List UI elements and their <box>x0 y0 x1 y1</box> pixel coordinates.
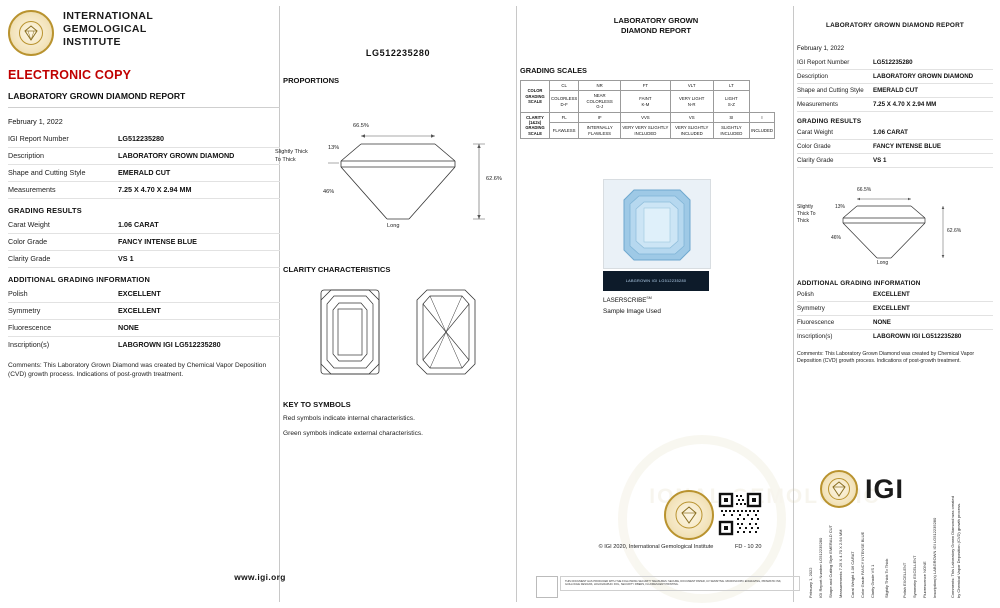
clarity-code-1: IF <box>579 112 621 123</box>
laserscribe-inscription-text: LABGROWN IGI LG512235280 <box>625 279 687 284</box>
right-row-description <box>797 70 993 84</box>
right-label-clarity: Clarity Grade <box>797 156 834 164</box>
center-header-line1: LABORATORY GROWN <box>613 16 699 25</box>
color-code-4: LT <box>713 81 749 91</box>
mini-line-5: Color Grade FANCY INTENSE BLUE <box>860 531 865 598</box>
right-crown-angle: 13% <box>835 204 846 210</box>
center-header-line2: DIAMOND REPORT <box>620 26 692 35</box>
right-label-carat: Carat Weight <box>797 128 833 136</box>
right-proportions-svg <box>797 178 993 274</box>
right-value-description: LABORATORY GROWN DIAMOND <box>873 72 974 80</box>
label-color-grade: Color Grade <box>8 237 48 246</box>
color-sub-0: D-F <box>560 101 568 107</box>
mini-line-8: Polish EXCELLENT <box>902 562 907 598</box>
label-measurements: Measurements <box>8 185 56 194</box>
right-label-color: Color Grade <box>797 142 831 150</box>
right-comments-text: Comments: This Laboratory Grown Diamond was created by Chemical Vapor Deposition (CVD) growth process. Indications of post-growth treatment. <box>797 351 975 364</box>
value-report-number: LG512235280 <box>118 134 164 143</box>
clarity-code-4: SI <box>713 112 749 123</box>
value-description: LABORATORY GROWN DIAMOND <box>118 151 235 160</box>
row-clarity-grade <box>8 251 280 268</box>
value-carat-weight: 1.06 CARAT <box>118 220 159 229</box>
right-pavilion-angle: 46% <box>831 235 842 241</box>
clarity-plot-diagrams <box>283 282 513 382</box>
copyright-text: © IGI 2020, International Gemological Institute <box>598 544 714 550</box>
grading-results-heading: GRADING RESULTS <box>8 206 82 215</box>
right-label-inscription: Inscription(s) <box>797 332 833 340</box>
right-label-report-number: IGI Report Number <box>797 58 850 66</box>
laserscribe-caption <box>603 296 709 304</box>
igi-logo-seal-icon <box>820 470 858 508</box>
igi-seal-large-icon <box>664 490 714 540</box>
row-color-grade <box>8 234 280 251</box>
color-header-3: VERY LIGHT <box>679 96 705 102</box>
value-measurements: 7.25 X 4.70 X 2.94 MM <box>118 185 192 194</box>
qr-code-icon[interactable] <box>718 492 762 536</box>
right-row-color <box>797 140 993 154</box>
right-row-fluorescence <box>797 316 993 330</box>
mini-line-9: Symmetry EXCELLENT <box>912 555 917 598</box>
color-sub-3: N-R <box>687 101 696 107</box>
right-row-measurements <box>797 98 993 112</box>
right-value-inscription: LABGROWN IGI LG512235280 <box>873 332 962 340</box>
label-polish: Polish <box>8 289 28 298</box>
right-date: February 1, 2022 <box>797 45 845 52</box>
laserscribe-caption-text: LASERSCRIBE <box>603 297 647 305</box>
right-grading-rows <box>797 126 993 168</box>
crown-angle-label: 13% <box>328 145 340 151</box>
color-code-0: CL <box>550 81 579 91</box>
right-value-fluorescence: NONE <box>873 318 891 326</box>
value-shape: EMERALD CUT <box>118 168 171 177</box>
report-date: February 1, 2022 <box>8 117 63 126</box>
value-polish: EXCELLENT <box>118 289 161 298</box>
clarity-code-2: VVS <box>621 112 671 123</box>
mini-line-12: Comments: This Laboratory Grown Diamond was created by Chemical Vapor Deposition (CVD) growth process. <box>950 496 961 598</box>
value-inscription: LABGROWN IGI LG512235280 <box>118 340 221 349</box>
title-divider <box>8 107 280 108</box>
right-value-clarity: VS 1 <box>873 156 887 164</box>
girdle-label-line1: Slightly Thick <box>275 149 308 155</box>
right-row-shape <box>797 84 993 98</box>
label-fluorescence: Fluorescence <box>8 323 52 332</box>
right-row-symmetry <box>797 302 993 316</box>
security-seal-box <box>536 576 558 598</box>
long-label: Long <box>387 223 400 229</box>
right-identification-rows <box>797 56 993 112</box>
scale-row-clarity-codes <box>521 112 775 123</box>
right-value-measurements: 7.25 X 4.70 X 2.94 MM <box>873 100 937 108</box>
form-code: FD - 10 20 <box>735 544 762 550</box>
color-code-1: NR <box>579 81 621 91</box>
org-name-line3: INSTITUTE <box>63 36 121 48</box>
igi-logo-text: IGI <box>865 473 905 504</box>
label-report-number: IGI Report Number <box>8 134 69 143</box>
right-row-inscription <box>797 330 993 343</box>
right-additional-heading: ADDITIONAL GRADING INFORMATION <box>797 280 921 287</box>
row-report-number <box>8 131 280 148</box>
scale-row-clarity-names <box>521 123 775 139</box>
right-table-percent: 66.5% <box>857 187 872 193</box>
sample-image-note: Sample Image Used <box>603 308 661 316</box>
clarity-name-4: SLIGHTLY INCLUDED <box>713 123 749 139</box>
color-name-3 <box>670 91 713 112</box>
right-row-polish <box>797 288 993 302</box>
right-row-carat <box>797 126 993 140</box>
color-header-0: COLORLESS <box>551 96 578 102</box>
right-value-carat: 1.06 CARAT <box>873 128 908 136</box>
color-name-4 <box>713 91 749 112</box>
label-carat-weight: Carat Weight <box>8 220 50 229</box>
clarity-name-5: INCLUDED <box>750 123 775 139</box>
color-code-3: VLT <box>670 81 713 91</box>
label-inscription: Inscription(s) <box>8 340 50 349</box>
diamond-photo <box>603 179 711 269</box>
row-fluorescence <box>8 320 280 337</box>
clarity-name-0: FLAWLESS <box>550 123 579 139</box>
org-name-block <box>63 10 153 49</box>
laserscribe-sup: SM <box>646 296 652 301</box>
clarity-code-5: I <box>750 112 775 123</box>
right-label-symmetry: Symmetry <box>797 304 825 312</box>
color-header-4: LIGHT <box>725 96 738 102</box>
clarity-characteristics-heading: CLARITY CHARACTERISTICS <box>283 265 391 274</box>
right-label-shape: Shape and Cutting Style <box>797 86 864 94</box>
right-additional-rows <box>797 288 993 343</box>
clarity-name-3: VERY SLIGHTLY INCLUDED <box>670 123 713 139</box>
diamond-photo-block <box>603 179 709 315</box>
label-shape: Shape and Cutting Style <box>8 168 86 177</box>
watermark-text: IONAL GEMOLOGIC <box>649 485 881 508</box>
column-divider-2 <box>516 6 517 602</box>
right-label-fluorescence: Fluorescence <box>797 318 835 326</box>
mini-line-6: Clarity Grade VS 1 <box>870 564 875 598</box>
igi-logo <box>820 470 904 508</box>
mini-line-2: Shape and Cutting Style EMERALD CUT <box>828 525 833 598</box>
mini-line-0: February 1, 2022 <box>808 567 813 598</box>
label-clarity-grade: Clarity Grade <box>8 254 51 263</box>
middle-column <box>275 6 513 602</box>
mini-line-1: IGI Report Number LG512235280 <box>818 537 823 598</box>
clarity-plot-pavilion <box>409 282 483 382</box>
right-girdle-line2: Thick To <box>797 211 816 217</box>
right-row-report-number <box>797 56 993 70</box>
right-value-shape: EMERALD CUT <box>873 86 919 94</box>
comments-text: Comments: This Laboratory Grown Diamond was created by Chemical Vapor Deposition (CVD) growth process. Indications of post-growth treatment. <box>8 362 267 379</box>
document-title: LABORATORY GROWN DIAMOND REPORT <box>8 91 186 101</box>
key-line-green: Green symbols indicate external characteristics. <box>283 430 423 437</box>
value-fluorescence: NONE <box>118 323 139 332</box>
row-inscription <box>8 337 280 353</box>
column-divider-3 <box>793 6 794 602</box>
right-depth-percent: 62.6% <box>947 228 962 234</box>
proportions-heading: PROPORTIONS <box>283 76 340 85</box>
row-measurements <box>8 182 280 199</box>
color-sub-2: K-M <box>641 101 650 107</box>
grading-scales-heading: GRADING SCALES <box>520 66 587 75</box>
right-proportions-diagram <box>797 178 993 274</box>
row-description <box>8 148 280 165</box>
right-row-clarity <box>797 154 993 168</box>
right-value-color: FANCY INTENSE BLUE <box>873 142 941 150</box>
diamond-photo-svg <box>604 180 710 268</box>
mini-line-11: Inscription(s) LABGROWN IGI LG512235280 <box>932 517 937 598</box>
color-sub-4: S-Z <box>727 101 735 107</box>
row-carat-weight <box>8 217 280 234</box>
mini-line-7: Slightly Thick To Thick <box>884 558 889 598</box>
row-shape <box>8 165 280 182</box>
right-girdle-line1: Slightly <box>797 204 814 210</box>
color-name-1 <box>579 91 621 112</box>
right-grading-results-heading: GRADING RESULTS <box>797 118 862 125</box>
row-polish <box>8 286 280 303</box>
security-legal-text: THIS DOCUMENT HAS PRODUCED WITH THE FOLLOWING SECURITY MEASURES: SECURE, DOCUMENT PAPER, UV SENSITIVE. MICROSCOPIC ENGRAVING, PRISMATIC INK, GUILLOCHE DESIGNS, HOLOGRAPHIC FOIL, SECURITY FIBERS, FLUORESCENT PRINTING. <box>560 576 800 591</box>
color-sub-1: G-J <box>596 104 604 110</box>
pavilion-angle-label: 46% <box>323 189 335 195</box>
org-name-line2: GEMOLOGICAL <box>63 23 147 35</box>
label-symmetry: Symmetry <box>8 306 41 315</box>
proportions-diagram <box>275 91 513 251</box>
clarity-name-2: VERY VERY SLIGHTLY INCLUDED <box>621 123 671 139</box>
igi-header <box>8 10 280 56</box>
label-description: Description <box>8 151 44 160</box>
clarity-scale-label: CLARITY (1&2x) GRADING SCALE <box>521 112 550 139</box>
color-name-0 <box>550 91 579 112</box>
key-to-symbols-heading: KEY TO SYMBOLS <box>283 400 351 409</box>
row-symmetry <box>8 303 280 320</box>
right-label-polish: Polish <box>797 290 814 298</box>
igi-seal-icon <box>8 10 54 56</box>
right-label-measurements: Measurements <box>797 100 838 108</box>
right-value-symmetry: EXCELLENT <box>873 304 910 312</box>
value-symmetry: EXCELLENT <box>118 306 161 315</box>
additional-info-rows <box>8 286 280 353</box>
depth-percent-label: 62.6% <box>486 176 502 182</box>
website-link[interactable]: www.igi.org <box>234 572 286 582</box>
right-long-label: Long <box>877 260 889 266</box>
identification-rows <box>8 131 280 199</box>
grading-scales-table <box>520 80 775 139</box>
grading-results-rows <box>8 217 280 268</box>
clarity-code-0: FL <box>550 112 579 123</box>
left-column <box>8 6 280 602</box>
right-girdle-line3: Thick <box>797 218 809 224</box>
mini-line-10: Fluorescence NONE <box>922 561 927 598</box>
table-percent-label: 66.5% <box>353 123 369 129</box>
mini-line-4: Carat Weight 1.06 CARAT <box>850 551 855 598</box>
value-clarity-grade: VS 1 <box>118 254 134 263</box>
laserscribe-image <box>603 271 709 291</box>
right-value-report-number: LG512235280 <box>873 58 913 66</box>
scale-row-color-names <box>521 91 775 112</box>
girdle-label-line2: To Thick <box>275 157 296 163</box>
clarity-name-1: INTERNALLY FLAWLESS <box>579 123 621 139</box>
right-label-description: Description <box>797 72 828 80</box>
clarity-code-3: VS <box>670 112 713 123</box>
right-value-polish: EXCELLENT <box>873 290 910 298</box>
color-header-2: FAINT <box>639 96 652 102</box>
color-header-1: NEAR COLORLESS <box>586 93 613 104</box>
additional-info-heading: ADDITIONAL GRADING INFORMATION <box>8 275 151 284</box>
electronic-copy-banner: ELECTRONIC COPY <box>8 68 132 82</box>
color-name-2 <box>621 91 671 112</box>
mini-line-3: Measurements 7.25 X 4.70 X 2.94 MM <box>838 529 843 598</box>
key-line-red: Red symbols indicate internal characteristics. <box>283 415 415 422</box>
scale-row-color-codes <box>521 81 775 91</box>
value-color-grade: FANCY INTENSE BLUE <box>118 237 197 246</box>
clarity-plot-crown <box>313 282 387 382</box>
org-name-line1: INTERNATIONAL <box>63 10 154 22</box>
color-scale-label: COLOR GRADING SCALE <box>521 81 550 113</box>
right-title: LABORATORY GROWN DIAMOND REPORT <box>825 22 965 29</box>
color-code-2: FT <box>621 81 671 91</box>
middle-report-number: LG512235280 <box>365 48 431 58</box>
